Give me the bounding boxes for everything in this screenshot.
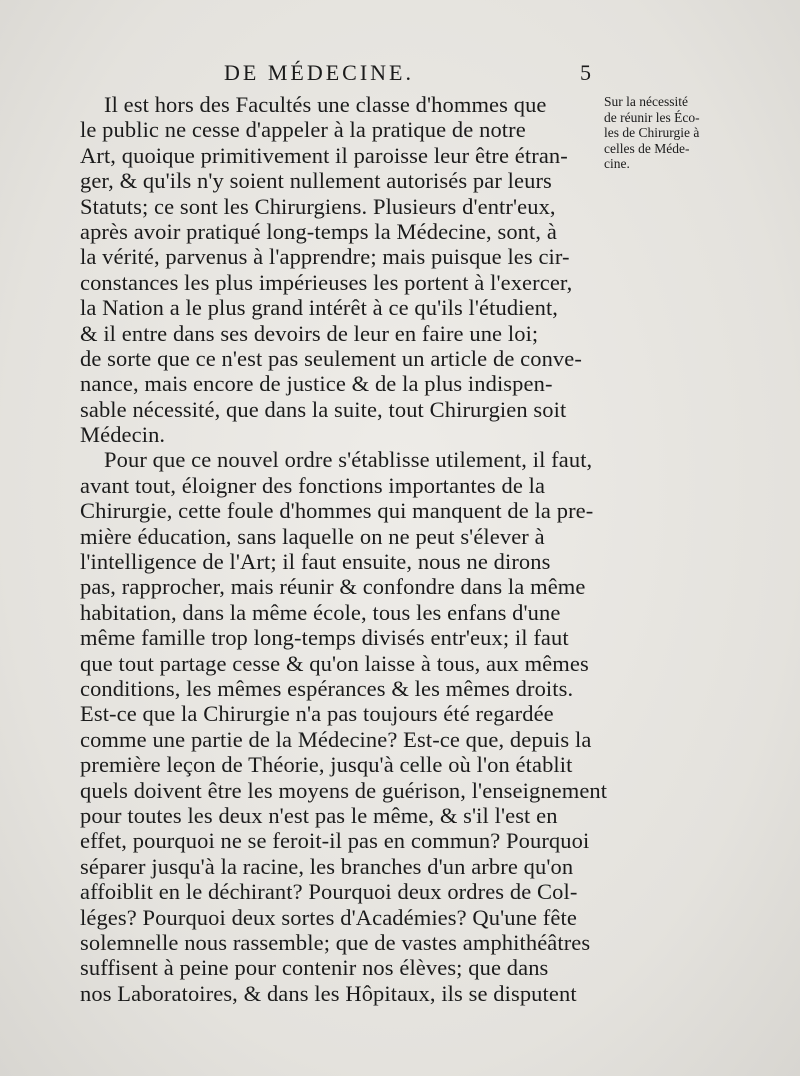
text-line: séparer jusqu'à la racine, les branches d'un arbre qu'on — [80, 853, 574, 879]
text-line: pour toutes les deux n'est pas le même, & s'il l'est en — [80, 802, 558, 828]
text-line: l'intelligence de l'Art; il faut ensuite, nous ne dirons — [80, 549, 551, 575]
text-line: Chirurgie, cette foule d'hommes qui manquent de la pre- — [80, 498, 594, 524]
text-line: Pour que ce nouvel ordre s'établisse utilement, il faut, — [104, 447, 593, 473]
text-line: Il est hors des Facultés une classe d'hommes que — [104, 92, 547, 117]
body-text — [80, 92, 624, 1006]
text-line: nance, mais encore de justice & de la plus indispen- — [80, 371, 553, 397]
text-line: Médecin. — [80, 422, 166, 448]
text-line: & il entre dans ses devoirs de leur en faire une loi; — [80, 320, 539, 346]
text-line: la vérité, parvenus à l'apprendre; mais puisque les cir- — [80, 244, 570, 270]
text-line: ger, & qu'ils n'y soient nullement autorisés par leurs — [80, 168, 552, 194]
marginal-note-line: les de Chirurgie à — [604, 125, 700, 140]
text-line: de sorte que ce n'est pas seulement un article de conve- — [80, 345, 582, 371]
text-line: suffisent à peine pour contenir nos élèves; que dans — [80, 955, 549, 981]
text-line: même famille trop long-temps divisés entr'eux; il faut — [80, 625, 569, 651]
running-head: DE MÉDECINE. — [224, 60, 414, 85]
text-line: léges? Pourquoi deux sortes d'Académies? Qu'une fête — [80, 904, 577, 930]
text-line: Est-ce que la Chirurgie n'a pas toujours été regardée — [80, 701, 554, 727]
marginal-note-line: celles de Méde- — [604, 140, 690, 156]
text-line: pas, rapprocher, mais réunir & confondre dans la même — [80, 574, 586, 600]
text-line: habitation, dans la même école, tous les enfans d'une — [80, 599, 561, 625]
text-line: quels doivent être les moyens de guérison, l'enseignement — [80, 777, 608, 803]
page-header — [180, 60, 610, 88]
marginal-note-line: cine. — [604, 156, 630, 171]
text-line: solemnelle nous rassemble; que de vastes amphithéâtres — [80, 929, 591, 955]
text-line: Statuts; ce sont les Chirurgiens. Plusieurs d'entr'eux, — [80, 193, 556, 219]
marginal-note-line: Sur la nécessité — [604, 94, 688, 109]
text-line: affoiblit en le déchirant? Pourquoi deux ordres de Col- — [80, 879, 578, 905]
text-line: la Nation a le plus grand intérêt à ce qu'ils l'étudient, — [80, 295, 559, 321]
page-number: 5 — [580, 60, 591, 85]
text-line: que tout partage cesse & qu'on laisse à tous, aux mêmes — [80, 650, 589, 676]
text-line: sable nécessité, que dans la suite, tout Chirurgien soit — [80, 396, 567, 422]
text-line: effet, pourquoi ne se feroit-il pas en commun? Pourquoi — [80, 828, 590, 854]
text-line: mière éducation, sans laquelle on ne peut s'élever à — [80, 523, 545, 549]
text-line: première leçon de Théorie, jusqu'à celle où l'on établit — [80, 752, 573, 778]
text-line: après avoir pratiqué long-temps la Médecine, sont, à — [80, 218, 557, 244]
text-line: le public ne cesse d'appeler à la pratique de notre — [80, 117, 526, 143]
text-line: nos Laboratoires, & dans les Hôpitaux, ils se disputent — [80, 980, 577, 1006]
text-line: Art, quoique primitivement il paroisse leur être étran- — [80, 142, 568, 168]
text-line: constances les plus impérieuses les portent à l'exercer, — [80, 269, 573, 295]
marginal-note-line: de réunir les Éco- — [604, 109, 700, 125]
text-line: conditions, les mêmes espérances & les mêmes droits. — [80, 675, 574, 701]
text-line: avant tout, éloigner des fonctions importantes de la — [80, 472, 546, 498]
text-line: comme une partie de la Médecine? Est-ce que, depuis la — [80, 726, 592, 752]
